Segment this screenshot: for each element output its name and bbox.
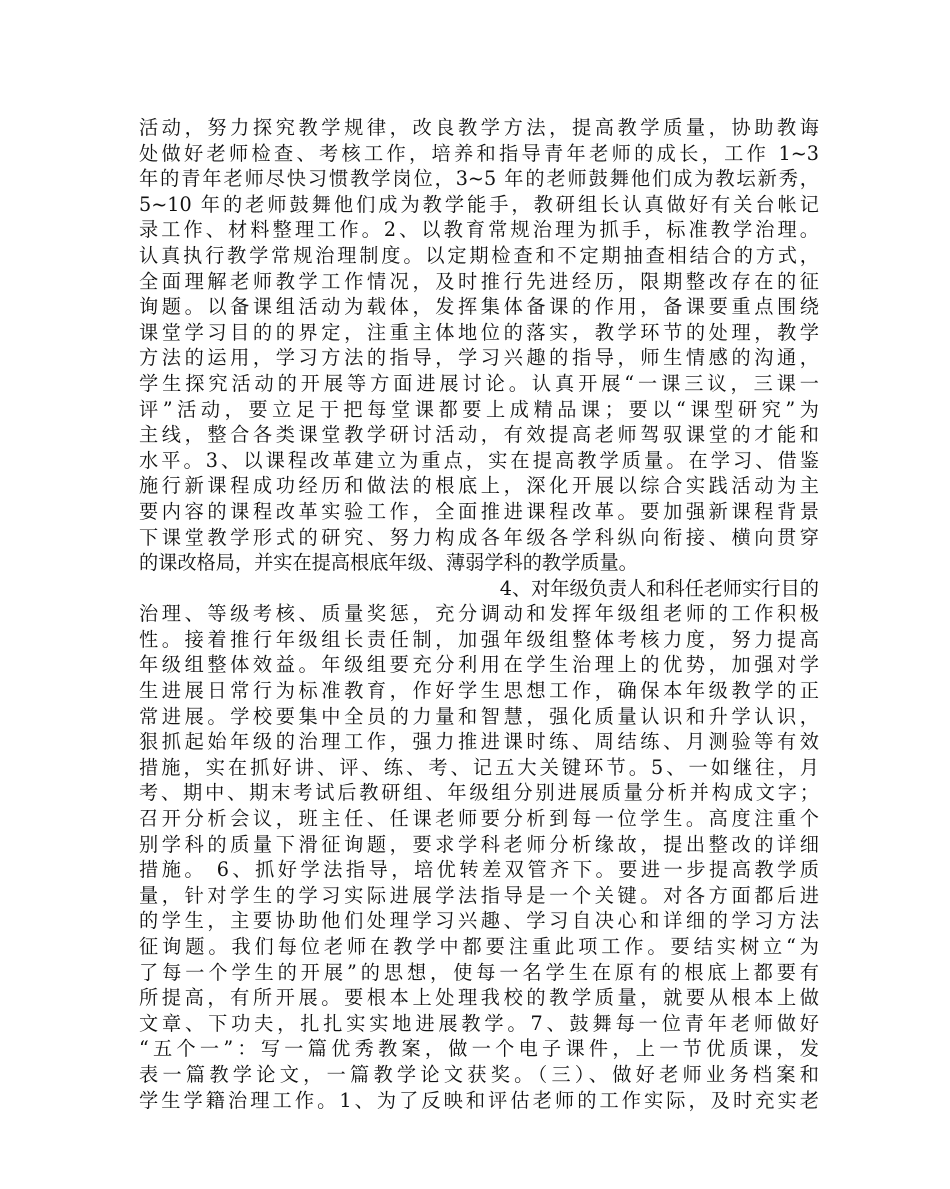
text-line: 年级组整体效益。年级组要充分利用在学生治理上的优势，加强对学 [139, 653, 819, 677]
text-line: 考、期中、期末考试后教研组、年级组分别进展质量分析并构成文字； [139, 781, 819, 805]
text-line: 方法的运用，学习方法的指导，学习兴趣的指导，师生情感的沟通， [139, 346, 819, 370]
text-line: 询题。以备课组活动为载体，发挥集体备课的作用，备课要重点围绕 [139, 295, 819, 319]
text-line: 主线，整合各类课堂教学研讨活动，有效提高老师驾驭课堂的才能和 [139, 423, 819, 447]
text-line: 的课改格局，并实在提高根底年级、薄弱学科的教学质量。 [139, 551, 638, 575]
text-line: “五个一”：写一篇优秀教案，做一个电子课件，上一节优质课，发 [139, 1037, 819, 1061]
text-line: 狠抓起始年级的治理工作，强力推进课时练、周结练、月测验等有效 [139, 730, 819, 754]
text-line: 文章、下功夫，扎扎实实地进展教学。7、鼓舞每一位青年老师做好 [139, 1011, 819, 1035]
text-line: 5~10 年的老师鼓舞他们成为教学能手，教研组长认真做好有关台帐记 [139, 192, 819, 216]
text-line: 召开分析会议，班主任、任课老师要分析到每一位学生。高度注重个 [139, 807, 819, 831]
text-line-indented: 4、对年级负责人和科任老师实行目的 [499, 576, 819, 600]
text-line: 全面理解老师教学工作情况，及时推行先进经历，限期整改存在的征 [139, 269, 819, 293]
text-line: 性。接着推行年级组长责任制，加强年级组整体考核力度，努力提高 [139, 627, 819, 651]
text-line: 措施，实在抓好讲、评、练、考、记五大关键环节。5、一如继往，月 [139, 755, 819, 779]
text-line: 的学生，主要协助他们处理学习兴趣、学习自决心和详细的学习方法 [139, 909, 819, 933]
text-line: 要内容的课程改革实验工作，全面推进课程改革。要加强新课程背景 [139, 499, 819, 523]
text-line: 录工作、材料整理工作。2、以教育常规治理为抓手，标准教学治理。 [139, 218, 819, 242]
text-line: 年的青年老师尽快习惯教学岗位，3~5 年的老师鼓舞他们成为教坛新秀， [139, 167, 819, 191]
text-line: 学生探究活动的开展等方面进展讨论。认真开展“一课三议，三课一 [139, 371, 819, 395]
text-line: 别学科的质量下滑征询题，要求学科老师分析缘故，提出整改的详细 [139, 832, 819, 856]
text-line: 表一篇教学论文，一篇教学论文获奖。（三）、做好老师业务档案和 [139, 1062, 819, 1086]
text-line: 施行新课程成功经历和做法的根底上，深化开展以综合实践活动为主 [139, 474, 819, 498]
text-line: 常进展。学校要集中全员的力量和智慧，强化质量认识和升学认识， [139, 704, 819, 728]
text-line: 量，针对学生的学习实际进展学法指导是一个关键。对各方面都后进 [139, 883, 819, 907]
text-line: 水平。3、以课程改革建立为重点，实在提高教学质量。在学习、借鉴 [139, 448, 819, 472]
body-text [139, 115, 819, 1113]
text-line: 下课堂教学形式的研究、努力构成各年级各学科纵向衔接、横向贯穿 [139, 525, 819, 549]
text-line: 治理、等级考核、质量奖惩，充分调动和发挥年级组老师的工作积极 [139, 602, 819, 626]
text-line: 学生学籍治理工作。1、为了反映和评估老师的工作实际，及时充实老 [139, 1088, 819, 1112]
text-line: 了每一个学生的开展”的思想，使每一名学生在原有的根底上都要有 [139, 960, 819, 984]
text-line: 征询题。我们每位老师在教学中都要注重此项工作。要结实树立“为 [139, 935, 819, 958]
text-line: 生进展日常行为标准教育，作好学生思想工作，确保本年级教学的正 [139, 679, 819, 703]
text-line: 课堂学习目的的界定，注重主体地位的落实，教学环节的处理，教学 [139, 320, 819, 344]
text-line: 认真执行教学常规治理制度。以定期检查和不定期抽查相结合的方式， [139, 243, 819, 267]
text-line: 处做好老师检查、考核工作，培养和指导青年老师的成长，工作 1~3 [139, 141, 819, 165]
text-line: 评”活动，要立足于把每堂课都要上成精品课；要以“课型研究”为 [139, 397, 819, 421]
text-line: 措施。 6、抓好学法指导，培优转差双管齐下。要进一步提高教学质 [139, 858, 819, 882]
text-line: 活动，努力探究教学规律，改良教学方法，提高教学质量，协助教诲 [139, 116, 819, 139]
text-line: 所提高，有所开展。要根本上处理我校的教学质量，就要从根本上做 [139, 986, 819, 1010]
